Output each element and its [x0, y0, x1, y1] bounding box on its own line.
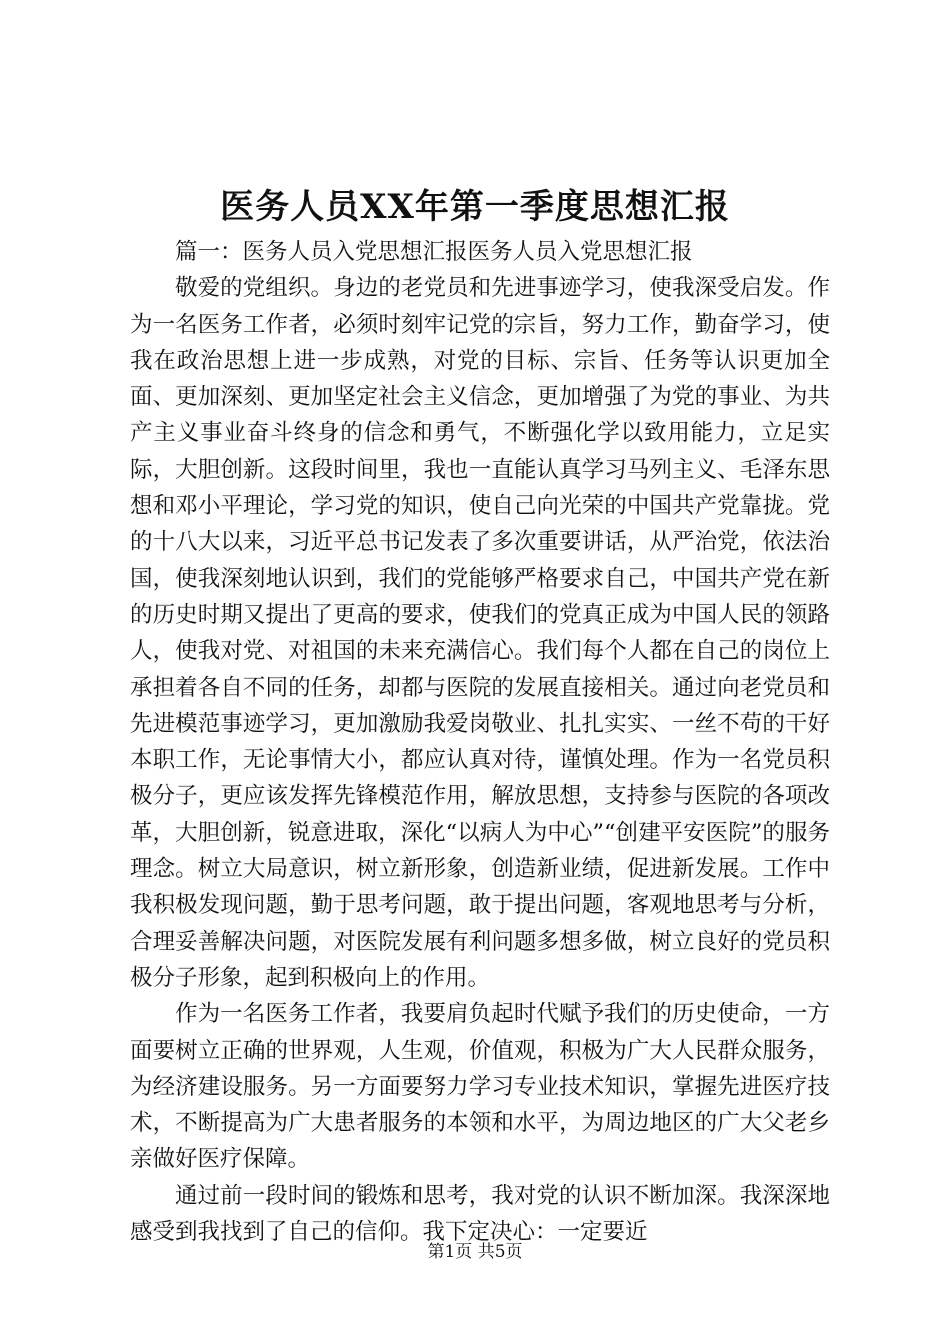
page-footer: 第1页 共5页 — [427, 1242, 523, 1262]
document-title: 医务人员XX年第一季度思想汇报 — [220, 187, 730, 227]
body-paragraph: 通过前一段时间的锻炼和思考，我对党的认识不断加深。我深深地感受到我找到了自己的信仰。我下定决心：一定要近 — [130, 1182, 830, 1246]
body-paragraph: 敬爱的党组织。身边的老党员和先进事迹学习，使我深受启发。作为一名医务工作者，必须时刻牢记党的宗旨，努力工作，勤奋学习，使我在政治思想上进一步成熟，对党的目标、宗旨、任务等认识更加全面、更加深刻、更加坚定社会主义信念，更加增强了为党的事业、为共产主义事业奋斗终身的信念和勇气，不断强化学以致用能力，立足实际，大胆创新。这段时间里，我也一直能认真学习马列主义、毛泽东思想和邓小平理论，学习党的知识，使自己向光荣的中国共产党靠拢。党的十八大以来，习近平总书记发表了多次重要讲话，从严治党，依法治国，使我深刻地认识到，我们的党能够严格要求自己，中国共产党在新的历史时期又提出了更高的要求，使我们的党真正成为中国人民的领路人，使我对党、对祖国的未来充满信心。我们每个人都在自己的岗位上承担着各自不同的任务，却都与医院的发展直接相关。通过向老党员和先进模范事迹学习，更加激励我爱岗敬业、扎扎实实、一丝不苟的干好本职工作，无论事情大小，都应认真对待，谨慎处理。作为一名党员积极分子，更应该发挥先锋模范作用，解放思想，支持参与医院的各项改革，大胆创新，锐意进取，深化“以病人为中心”“创建平安医院”的服务理念。树立大局意识，树立新形象，创造新业绩，促进新发展。工作中我积极发现问题，勤于思考问题，敢于提出问题，客观地思考与分析，合理妥善解决问题，对医院发展有利问题多想多做，树立良好的党员积极分子形象，起到积极向上的作用。 — [130, 275, 830, 991]
document-body — [130, 234, 830, 1250]
document-subtitle: 篇一：医务人员入党思想汇报医务人员入党思想汇报 — [175, 239, 693, 265]
body-paragraph: 作为一名医务工作者，我要肩负起时代赋予我们的历史使命，一方面要树立正确的世界观，人生观，价值观，积极为广大人民群众服务，为经济建设服务。另一方面要努力学习专业技术知识，掌握先进医疗技术，不断提高为广大患者服务的本领和水平，为周边地区的广大父老乡亲做好医疗保障。 — [130, 1001, 830, 1173]
